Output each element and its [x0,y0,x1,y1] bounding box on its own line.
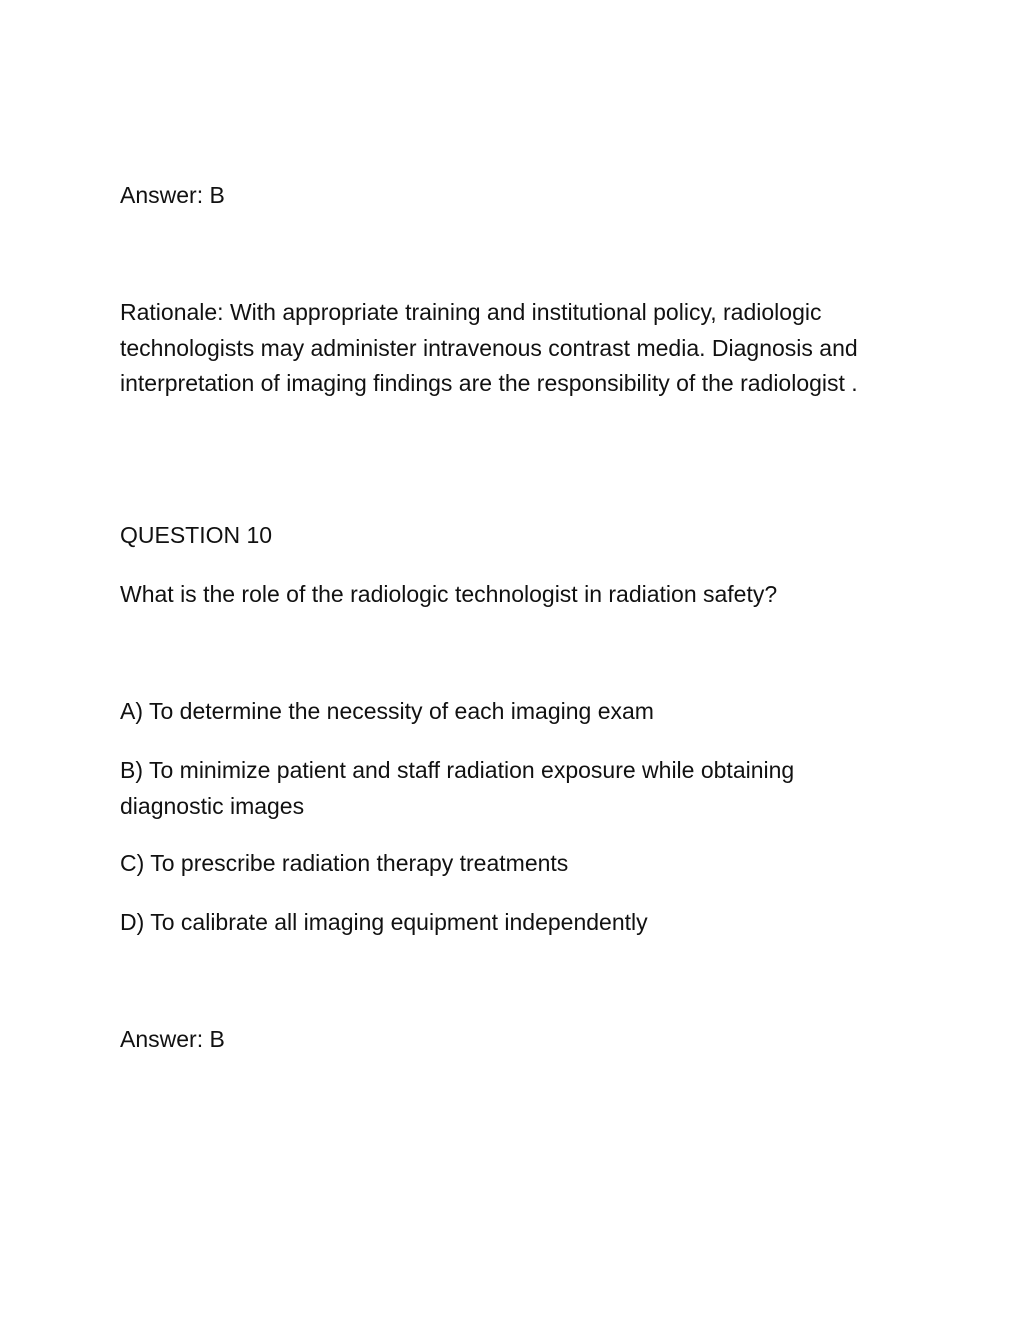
option-b: B) To minimize patient and staff radiation exposure while obtaining diagnostic images [120,757,795,819]
option-c: C) To prescribe radiation therapy treatments [120,850,569,876]
option-d: D) To calibrate all imaging equipment independently [120,909,648,935]
rationale-paragraph: Rationale: With appropriate training and institutional policy, radiologic technologists may administer intravenous contrast media. Diagnosis and interpretation of imaging findings are the responsibility of the radiologist . [120,299,858,396]
previous-answer: Answer: B [120,182,225,208]
question-heading: QUESTION 10 [120,522,273,548]
question-answer: Answer: B [120,1026,225,1052]
option-a: A) To determine the necessity of each imaging exam [120,698,654,724]
question-text: What is the role of the radiologic technologist in radiation safety? [120,581,778,607]
